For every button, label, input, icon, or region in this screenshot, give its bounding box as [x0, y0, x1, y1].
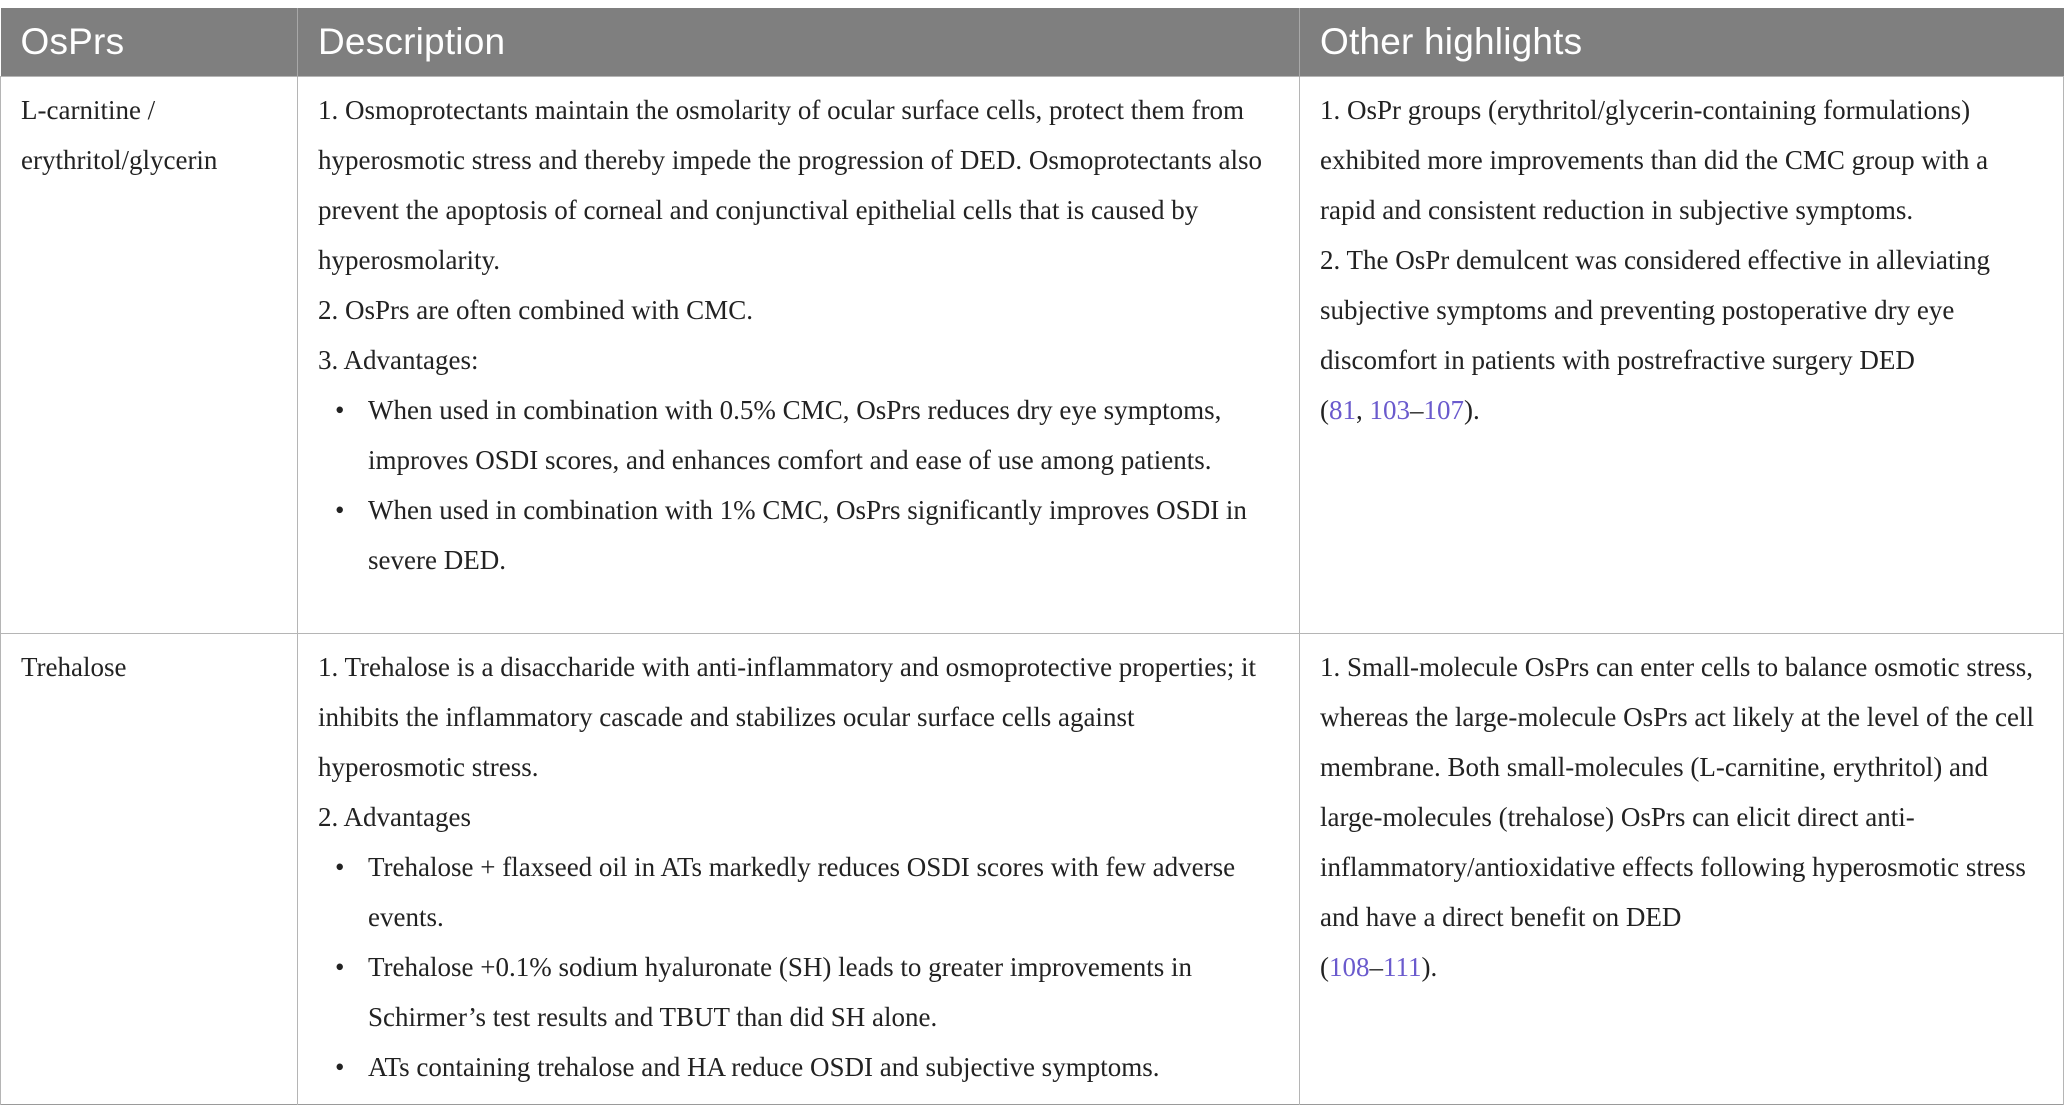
- cell-other-highlights: [1300, 77, 2064, 634]
- highlight-paragraph: 2. The OsPr demulcent was considered effective in alleviating subjective symptoms and preventing postoperative dry eye discomfort in patients with postrefractive surgery DED: [1320, 245, 1991, 375]
- list-item: • When used in combination with 0.5% CMC, OsPrs reduces dry eye symptoms, improves OSDI scores, and enhances comfort and ease of use among patients.: [368, 385, 1279, 485]
- advantages-list: [318, 842, 1279, 1092]
- osprs-name-line: L-carnitine /: [21, 95, 156, 125]
- osprs-table: [0, 8, 2064, 1105]
- table-body: [1, 77, 2064, 1105]
- list-item: • ATs containing trehalose and HA reduce OSDI and subjective symptoms.: [368, 1042, 1279, 1092]
- list-item: • Trehalose +0.1% sodium hyaluronate (SH) leads to greater improvements in Schirmer’s test results and TBUT than did SH alone.: [368, 942, 1279, 1042]
- reference-link[interactable]: 81: [1329, 395, 1356, 425]
- osprs-name-line: Trehalose: [21, 652, 127, 682]
- ref-close: ).: [1464, 395, 1480, 425]
- ref-paren: (: [1320, 952, 1329, 982]
- header-osprs: OsPrs: [1, 8, 298, 77]
- cell-other-highlights: [1300, 634, 2064, 1105]
- table-header: [1, 8, 2064, 77]
- description-paragraph: 3. Advantages:: [318, 345, 479, 375]
- description-paragraph: 2. Advantages: [318, 802, 471, 832]
- header-description: Description: [298, 8, 1300, 77]
- ref-dash: –: [1369, 952, 1383, 982]
- ref-separator: ,: [1356, 395, 1370, 425]
- ref-dash: –: [1410, 395, 1424, 425]
- cell-description: [298, 77, 1300, 634]
- osprs-table-wrapper: [0, 8, 2063, 1105]
- reference-link[interactable]: 107: [1423, 395, 1464, 425]
- reference-citation: [1320, 385, 2043, 435]
- list-item: • When used in combination with 1% CMC, OsPrs significantly improves OSDI in severe DED.: [368, 485, 1279, 585]
- osprs-name-line: erythritol/glycerin: [21, 145, 218, 175]
- highlight-paragraph: 1. Small-molecule OsPrs can enter cells to balance osmotic stress, whereas the large-molecule OsPrs act likely at the level of the cell membrane. Both small-molecules (L-carnitine, erythritol) and large-molecules (trehalose) OsPrs can elicit direct anti-inflammatory/antioxidative effects following hyperosmotic stress and have a direct benefit on DED: [1320, 652, 2034, 932]
- cell-osprs-name: [1, 634, 298, 1105]
- reference-link[interactable]: 108: [1329, 952, 1370, 982]
- reference-link[interactable]: 111: [1383, 952, 1422, 982]
- reference-link[interactable]: 103: [1369, 395, 1410, 425]
- cell-osprs-name: [1, 77, 298, 634]
- advantages-list: [318, 385, 1279, 585]
- list-item: • Trehalose + flaxseed oil in ATs markedly reduces OSDI scores with few adverse events.: [368, 842, 1279, 942]
- cell-description: [298, 634, 1300, 1105]
- ref-paren: (: [1320, 395, 1329, 425]
- description-paragraph: 2. OsPrs are often combined with CMC.: [318, 295, 753, 325]
- highlight-paragraph: 1. OsPr groups (erythritol/glycerin-containing formulations) exhibited more improvements than did the CMC group with a rapid and consistent reduction in subjective symptoms.: [1320, 95, 1989, 225]
- header-other-highlights: Other highlights: [1300, 8, 2064, 77]
- ref-close: ).: [1421, 952, 1438, 982]
- table-row: [1, 77, 2064, 634]
- header-row: [1, 8, 2064, 77]
- reference-citation: [1320, 942, 2043, 992]
- description-paragraph: 1. Trehalose is a disaccharide with anti-inflammatory and osmoprotective properties; it inhibits the inflammatory cascade and stabilizes ocular surface cells against hyperosmotic stress.: [318, 652, 1257, 782]
- description-paragraph: 1. Osmoprotectants maintain the osmolarity of ocular surface cells, protect them from hyperosmotic stress and thereby impede the progression of DED. Osmoprotectants also prevent the apoptosis of corneal and conjunctival epithelial cells that is caused by hyperosmolarity.: [318, 95, 1263, 275]
- table-row: [1, 634, 2064, 1105]
